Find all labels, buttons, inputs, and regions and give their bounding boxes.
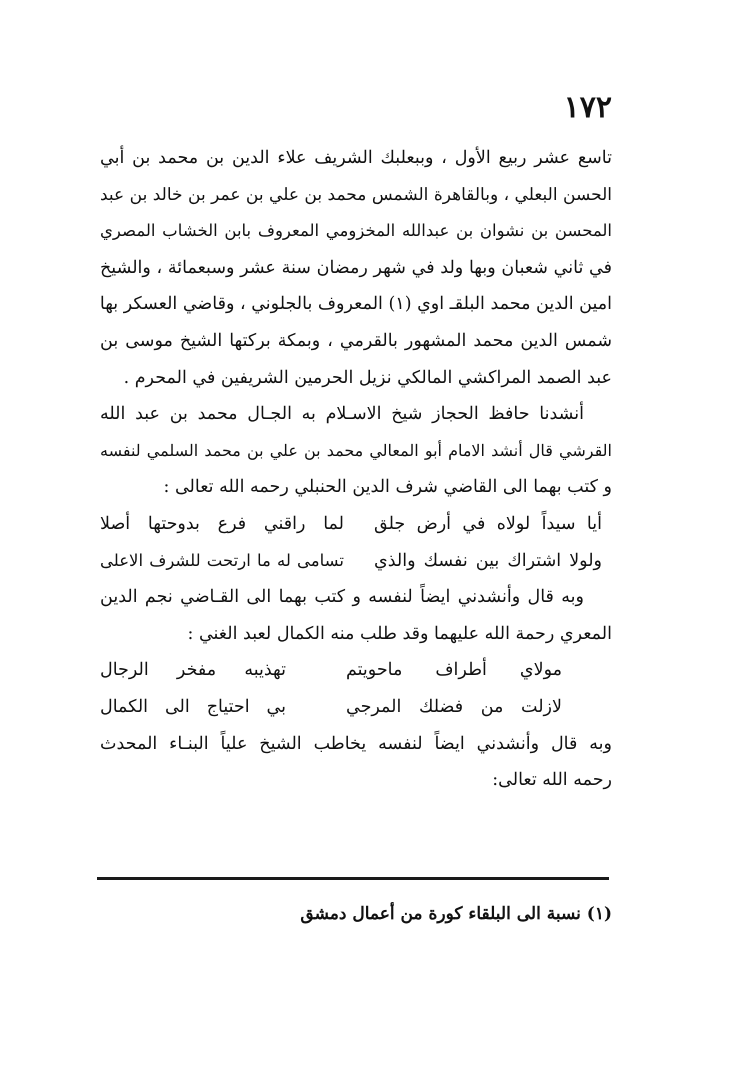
text-line: وبه قال وأنشدني ايضاً لنفسه و كتب بهما الى القـاضي نجم الدين [100, 587, 584, 608]
text-line: رحمه الله تعالى: [492, 770, 612, 791]
verse-second-hemistich: تسامى له ما ارتحت للشرف الاعلى [100, 550, 344, 570]
main-text [100, 140, 612, 799]
text-line: القرشي قال أنشد الامام أبو المعالي محمد بن علي بن محمد السلمي لنفسه [100, 440, 612, 460]
verse-second-hemistich: لما راقني فرع بدوحتها أصلا [100, 513, 344, 534]
poem-verse [100, 652, 612, 689]
poem-verse [100, 689, 612, 726]
text-line: أنشدنا حافظ الحجاز شيخ الاسـلام به الجـال محمد بن عبد الله [100, 404, 584, 425]
verse-first-hemistich: لازلت من فضلك المرجي [346, 696, 562, 717]
poem-verse [100, 506, 612, 543]
text-line: الحسن البعلي ، وبالقاهرة الشمس محمد بن علي بن عمر بن خالد بن عبد [100, 184, 612, 205]
text-line: وبه قال وأنشدني ايضاً لنفسه يخاطب الشيخ علياً البنـاء المحدث [100, 733, 612, 754]
poem-verse [100, 543, 612, 580]
footnote: (١) نسبة الى البلقاء كورة من أعمال دمشق [300, 904, 612, 924]
text-line: في ثاني شعبان وبها ولد في شهر رمضان سنة عشر وسبعمائة ، والشيخ [100, 257, 612, 278]
text-line: عبد الصمد المراكشي المالكي نزيل الحرمين الشريفين في المحرم . [123, 367, 612, 388]
text-line: المحسن بن نشوان بن عبدالله المخزومي المعروف بابن الخشاب المصري [100, 221, 612, 241]
text-line: امين الدين محمد البلقـ اوي (١) المعروف بالجلوني ، وقاضي العسكر بها [100, 294, 612, 315]
verse-second-hemistich: بي احتياج الى الكمال [100, 696, 286, 717]
verse-first-hemistich: ولولا اشتراك بين نفسك والذي [374, 550, 602, 571]
text-line: تاسع عشر ربيع الأول ، وببعلبك الشريف علاء الدين بن محمد بن أبي [100, 148, 612, 168]
text-line: و كتب بهما الى القاضي شرف الدين الحنبلي رحمه الله تعالى : [163, 477, 612, 498]
verse-first-hemistich: مولاي أطراف ماحويتم [346, 660, 562, 681]
text-line: المعري رحمة الله عليهما وقد طلب منه الكمال لعبد الغني : [187, 623, 612, 644]
text-line: شمس الدين محمد المشهور بالقرمي ، وبمكة بركتها الشيخ موسى بن [100, 330, 612, 351]
verse-second-hemistich: تهذيبه مفخر الرجال [100, 660, 286, 681]
page-number: ١٧٢ [563, 90, 612, 125]
verse-first-hemistich: أيا سيداً لولاه في أرض جلق [374, 513, 602, 534]
footnote-divider [97, 877, 609, 880]
